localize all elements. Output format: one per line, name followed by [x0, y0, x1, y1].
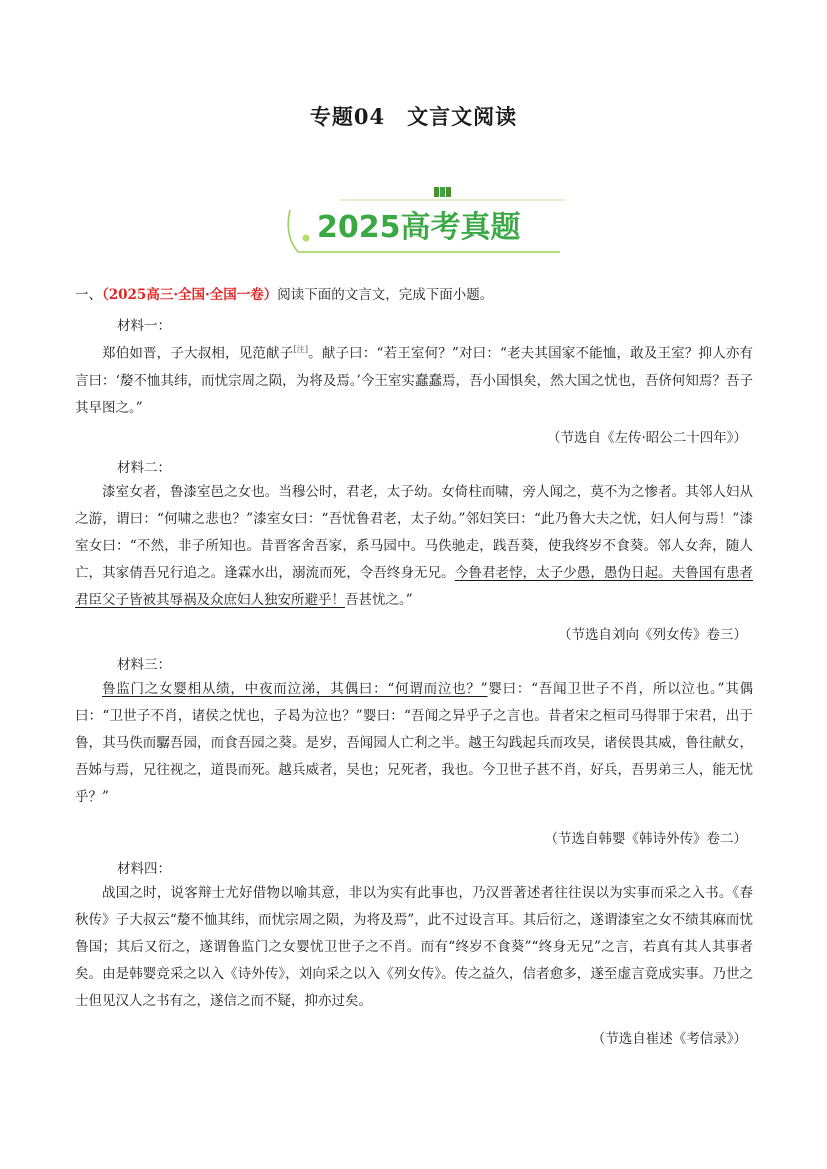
material-2-label: 材料二：: [117, 460, 171, 476]
title-name: 文言文阅读: [407, 104, 518, 129]
material-4-text: 战国之时，说客辩士尤好借物以喻其意，非以为实有此事也，乃汉晋著述者往往误以为实事而采之入书。《春秋传》子大叔云“嫠不恤其纬，而忧宗周之陨，为将及焉”，此不过设言耳。其后衍之，遂谓漆室之女不绩其麻而忧鲁国；其后又衍之，遂谓鲁监门之女婴忧卫世子之不肖。而有“终岁不食葵”“终身无兄”之言，若真有其人其事者矣。由是韩婴竞采之以入《诗外传》，刘向采之以入《列女传》。传之益久，信者愈多，遂至虚言竟成实事。乃世之士但见汉人之书有之，遂信之而不疑，抑亦过矣。: [75, 885, 753, 1009]
material-3-source: （节选自韩婴《韩诗外传》卷二）: [544, 831, 747, 847]
banner-book-icon: [434, 187, 439, 197]
material-1-source: （节选自《左传·昭公二十四年》）: [546, 430, 747, 446]
underlined-sentence: 今鲁君老悖，太子少愚，愚伪日起。夫鲁国有患者君臣父子皆被其辱祸及众庶妇人独安所避乎！: [75, 565, 754, 608]
page-title: [0, 101, 827, 131]
material-1-text: 郑伯如晋，子大叔相，见范献子[注]。献子曰：“若王室何？”对曰：“老夫其国家不能恤，敢及王室？抑人亦有言曰：‘嫠不恤其纬，而忧宗周之陨，为将及焉。’今王室实蠢蠢焉，吾小国惧矣，然大国之忧也，吾侪何知焉？吾子其早图之。”: [75, 345, 753, 416]
material-2-text: 漆室女者，鲁漆室邑之女也。当穆公时，君老，太子幼。女倚柱而啸，旁人闻之，莫不为之惨者。其邻人妇从之游，谓曰：“何啸之悲也？”漆室女曰：“吾忧鲁君老，太子幼。”邻妇笑曰：“此乃鲁大夫之忧，妇人何与焉！”漆室女曰：“不然，非子所知也。昔晋客舍吾家，系马园中。马佚驰走，践吾葵，使我终岁不食葵。邻人女奔，随人亡，其家倩吾兄行追之。逢霖水出，溺流而死，令吾终身无兄。今鲁君老悖，太子少愚，愚伪日起。夫鲁国有患者君臣父子皆被其辱祸及众庶妇人独安所避乎！吾甚忧之。”: [75, 484, 754, 608]
note-mark: [注]: [293, 345, 308, 354]
exam-banner: [280, 180, 570, 260]
material-3-label: 材料三：: [117, 657, 171, 673]
banner-title: 2025高考真题: [317, 210, 521, 245]
banner-book-icon: [446, 187, 451, 197]
material-1-label: 材料一：: [117, 318, 171, 334]
material-4-label: 材料四：: [117, 861, 171, 877]
title-topic: 专题04: [309, 104, 386, 129]
question-instruction: 阅读下面的文言文，完成下面小题。: [277, 287, 494, 303]
banner-dot-icon: [302, 234, 309, 241]
question-number: 一、: [75, 287, 102, 303]
question-header: [75, 283, 755, 303]
material-2-source: （节选自刘向《列女传》卷三）: [558, 627, 747, 643]
question-source: （2025高三·全国·全国一卷）: [102, 287, 278, 303]
underlined-sentence: 鲁监门之女婴相从绩，中夜而泣涕，其偶曰：“何谓而泣也？”: [102, 681, 488, 697]
material-3-text: 鲁监门之女婴相从绩，中夜而泣涕，其偶曰：“何谓而泣也？”婴曰：“吾闻卫世子不肖，所以泣也。”其偶曰：“卫世子不肖，诸侯之忧也，子曷为泣也？”婴曰：“吾闻之异乎子之言也。昔者宋之桓司马得罪于宋君，出于鲁，其马佚而驏吾园，而食吾园之葵。是岁，吾闻园人亡利之半。越王勾践起兵而攻吴，诸侯畏其威，鲁往献女，吾姊与焉，兄往视之，道畏而死。越兵威者，吴也；兄死者，我也。今卫世子甚不肖，好兵，吾男弟三人，能无忧乎？”: [75, 681, 753, 805]
material-4-source: （节选自崔述《考信录》）: [591, 1031, 747, 1047]
banner-book-icon: [440, 187, 445, 197]
